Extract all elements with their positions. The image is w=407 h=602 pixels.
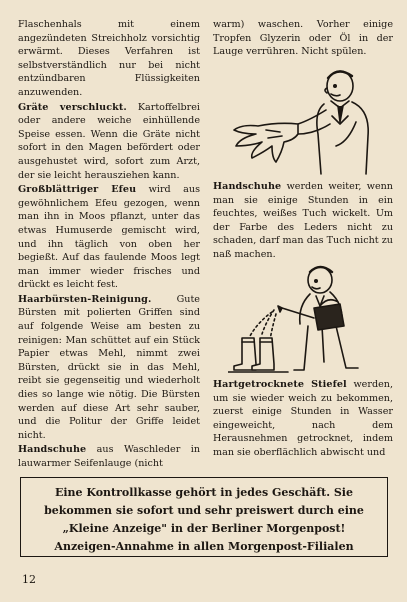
paragraph-efeu <box>18 183 200 292</box>
entry-body: aus Waschleder in lauwarmer Seifenlauge (nicht <box>18 444 200 469</box>
paragraph-text: warm) waschen. Vorher einige Tropfen Glyzerin oder Öl in der Lauge verrühren. Nicht spülen. <box>213 19 393 58</box>
right-column-middle <box>213 180 393 263</box>
entry-heading: Haarbürsten-Reinigung. <box>18 293 152 305</box>
entry-body: wird aus gewöhnlichem Efeu gezogen, wenn man ihn in Moos pflanzt, unter das etwas Humuserde gemischt wird, und ihn täglich von oben her begießt. Auf das faulende Moos legt man immer wieder frisches und drückt es leicht fest. <box>18 184 200 291</box>
paragraph-flaschenhals <box>18 18 200 100</box>
ad-line-4: Anzeigen-Annahme in allen Morgenpost-Filialen <box>54 540 354 553</box>
man-holding-glove-illustration <box>228 64 393 178</box>
ad-line-2: bekommen sie sofort und sehr preiswert durch eine <box>44 504 364 517</box>
paragraph-graete <box>18 101 200 183</box>
page-number: 12 <box>22 573 36 586</box>
entry-heading: Handschuhe <box>18 444 87 456</box>
entry-heading: Großblättriger Efeu <box>18 184 137 196</box>
entry-heading: Handschuhe <box>213 181 282 192</box>
entry-body: werden weiter, wenn man sie einige Stunden in ein feuchtes, weißes Tuch wickelt. Um der Farbe des Leders nicht zu schaden, darf man das Tuch nicht zu naß machen. <box>213 181 393 260</box>
paragraph-handschuhe-weiten <box>213 180 393 262</box>
ad-line-3: „Kleine Anzeige" in der Berliner Morgenpost! <box>62 522 346 535</box>
left-column <box>18 18 200 472</box>
entry-heading: Gräte verschluckt. <box>18 101 127 113</box>
advertisement-box <box>20 477 388 557</box>
paragraph-stiefel <box>213 378 393 460</box>
right-column-bottom <box>213 378 393 461</box>
entry-body: Kartoffelbrei oder andere weiche einhüllende Speise essen. Wenn die Gräte nicht sofort in den Magen befördert oder ausgehustet wird, sofort zum Arzt, der sie leicht herausziehen kann. <box>18 101 200 181</box>
entry-body: Gute Bürsten mit polierten Griffen sind auf folgende Weise am besten zu reinigen: Man schüttet auf ein Stück Papier etwas Mehl, nimmt zwei Bürsten, drückt sie in das Mehl, reibt sie gegenseitig und wiederholt dies so lange wie nötig. Die Bürsten werden auf diese Art sehr sauber, und die Politur der Griffe leidet nicht. <box>18 293 200 441</box>
entry-body: werden, um sie wieder weich zu bekommen, zuerst einige Stunden in Wasser eingeweicht, nach dem Herausnehmen getrocknet, indem man sie oberflächlich abwischt und <box>213 379 393 458</box>
paragraph-handschuhe-waschen <box>18 443 200 470</box>
right-column-top <box>213 18 393 60</box>
entry-heading: Hartgetrocknete Stiefel <box>213 379 347 390</box>
paragraph-text: Flaschenhals mit einem angezündeten Streichholz vorsichtig erwärmt. Dieses Verfahren ist selbstverständlich nur bei nicht entzündbaren Flüssigkeiten anzuwenden. <box>18 19 200 98</box>
ad-line-1: Eine Kontrollkasse gehört in jedes Geschäft. Sie <box>54 486 353 499</box>
paragraph-haarbuersten <box>18 293 200 443</box>
paragraph-handschuhe-cont <box>213 18 393 59</box>
man-watering-boots-illustration <box>228 262 393 376</box>
